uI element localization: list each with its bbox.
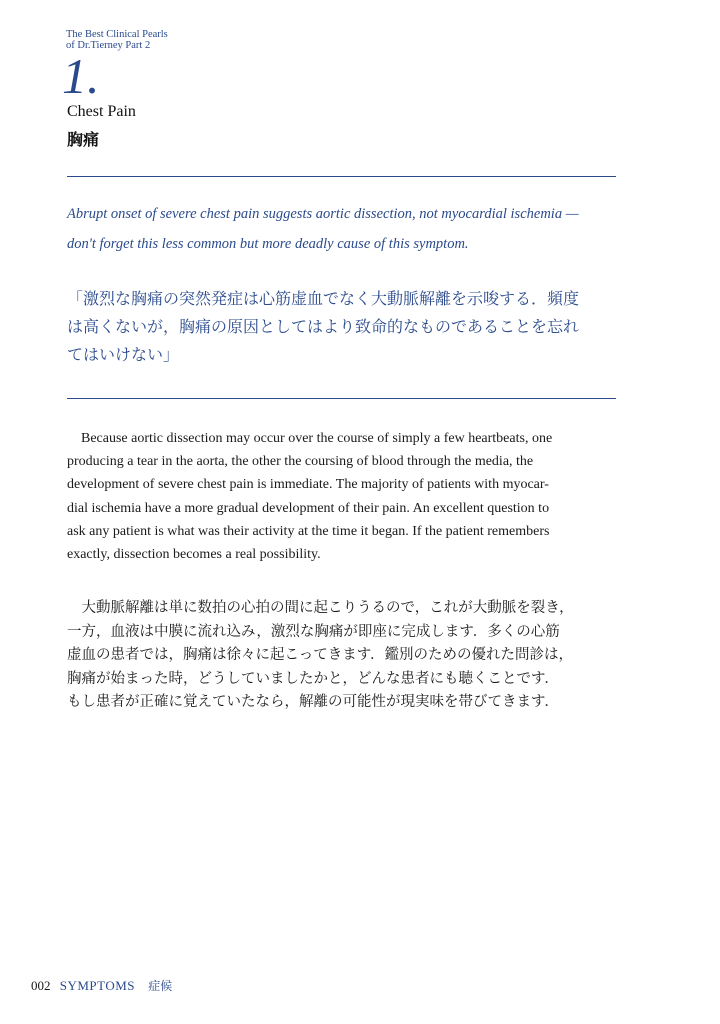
chapter-number: 1. [62,48,100,104]
book-title-line-2: of Dr.Tierney Part 2 [66,40,151,51]
pearl-en-line: Abrupt onset of severe chest pain suggests aortic dissection, not myocardial ischemia — [67,206,579,222]
body-ja-line: 胸痛が始まった時，どうしていましたかと，どんな患者にも聴くことです． [67,670,559,687]
body-ja-line: 虚血の患者では，胸痛は徐々に起こってきます．鑑別のための優れた問診は， [67,647,574,663]
body-paragraph-english [67,427,627,566]
body-paragraph-japanese [67,597,627,715]
book-title-line-1: The Best Clinical Pearls [66,29,168,40]
pearl-ja-line: は高くないが，胸痛の原因としてはより致命的なものであることを忘れ [67,317,580,336]
chapter-title-en: Chest Pain [67,103,136,120]
body-en-line: development of severe chest pain is immediate. The majority of patients with myocar- [67,477,549,493]
section-name-en: SYMPTOMS [59,978,136,993]
pearl-top-divider [67,176,616,177]
section-name-ja: 症候 [148,979,173,993]
pearl-english [67,199,627,259]
pearl-ja-line: てはいけない」 [67,345,180,364]
body-ja-line: 一方，血液は中膜に流れ込み，激烈な胸痛が即座に完成します．多くの心筋 [67,623,560,640]
body-ja-line: 大動脈解離は単に数拍の心拍の間に起こりうるので，これが大動脈を裂き， [67,600,574,616]
pearl-en-line: don't forget this less common but more deadly cause of this symptom. [67,236,469,252]
chapter-title-ja: 胸痛 [67,130,100,149]
pearl-bottom-divider [67,398,616,399]
body-en-line: dial ischemia have a more gradual development of their pain. An excellent question to [67,500,550,516]
pearl-japanese [67,285,627,369]
body-en-line: producing a tear in the aorta, the other the coursing of blood through the media, the [67,454,534,470]
pearl-ja-line: 「激烈な胸痛の突然発症は心筋虚血でなく大動脈解離を示唆する．頻度 [67,289,580,308]
body-ja-line: もし患者が正確に覚えていたなら，解離の可能性が現実味を帯びてきます． [67,694,559,710]
body-en-line: Because aortic dissection may occur over the course of simply a few heartbeats, one [67,431,553,446]
page-number: 002 [31,978,51,993]
page-footer [31,978,172,994]
body-en-line: ask any patient is what was their activity at the time it began. If the patient remembers [67,523,550,539]
body-en-line: exactly, dissection becomes a real possibility. [67,547,321,563]
